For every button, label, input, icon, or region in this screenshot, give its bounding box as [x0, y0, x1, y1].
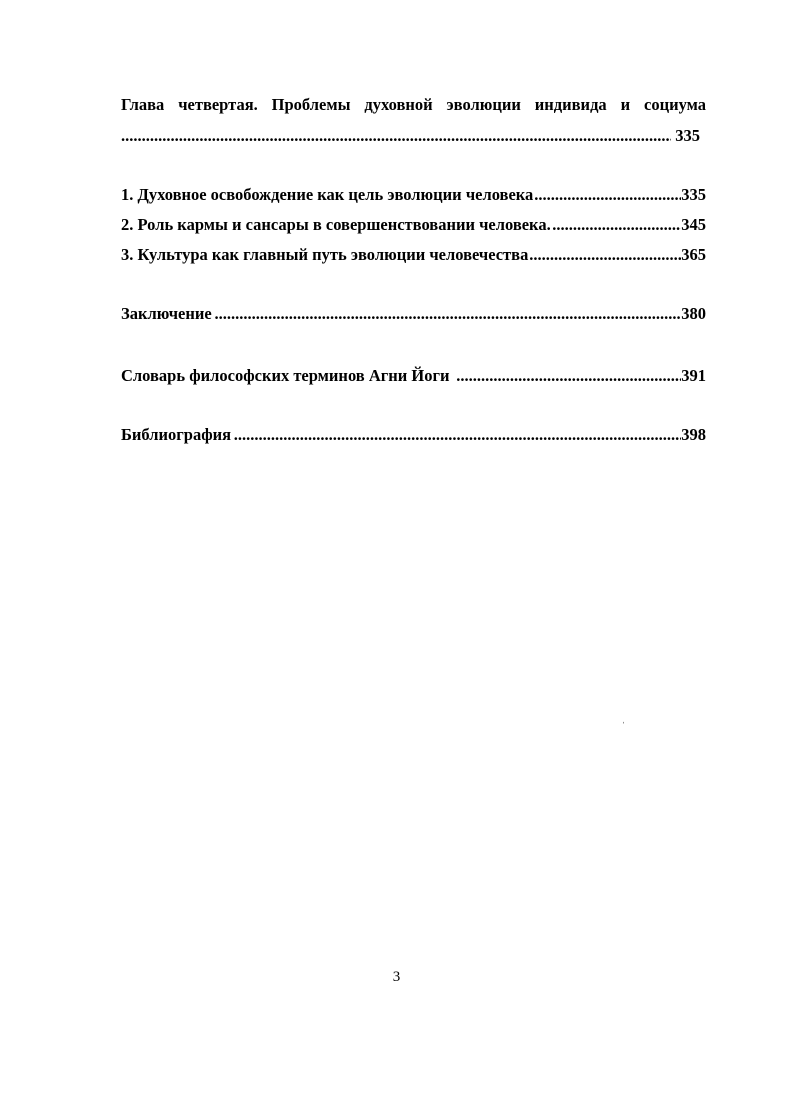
- leader-dots: [534, 185, 681, 205]
- leader-dots: [529, 245, 681, 265]
- chapter-title: Глава четвертая. Проблемы духовной эволюции индивида и социума: [121, 95, 706, 114]
- toc-entry-page-number: 391: [681, 366, 706, 385]
- toc-entry-section-1[interactable]: [121, 185, 706, 205]
- toc-entry-page-number: 365: [681, 245, 706, 264]
- toc-entry-label: Словарь философских терминов Агни Йоги: [121, 366, 450, 385]
- toc-entry-page-number: 345: [681, 215, 706, 234]
- toc-entry-label: Библиография: [121, 425, 232, 444]
- toc-entry-label: Заключение: [121, 304, 212, 323]
- leader-dots: [121, 126, 671, 146]
- toc-entry-page-number: 335: [681, 185, 706, 204]
- leader-dots: [552, 215, 681, 235]
- toc-entry-section-2[interactable]: [121, 215, 706, 235]
- toc-entry-label: 3. Культура как главный путь эволюции человечества: [121, 245, 529, 264]
- leader-dots: [456, 366, 681, 386]
- toc-entry-label: 2. Роль кармы и сансары в совершенствовании человека.: [121, 215, 551, 234]
- toc-entry-page-number: 380: [681, 304, 706, 323]
- toc-entry-bibliography[interactable]: [121, 425, 706, 445]
- leader-dots: [234, 425, 681, 445]
- toc-entry-label: 1. Духовное освобождение как цель эволюции человека: [121, 185, 534, 204]
- leader-dots: [215, 304, 682, 324]
- page-number: 3: [392, 969, 401, 985]
- scan-artifact: ˌ: [622, 713, 626, 724]
- chapter-page-number: 335: [675, 126, 700, 145]
- toc-entry-page-number: 398: [681, 425, 706, 444]
- toc-entry-conclusion[interactable]: [121, 304, 706, 324]
- toc-entry-glossary[interactable]: [121, 366, 706, 386]
- toc-entry-section-3[interactable]: [121, 245, 706, 265]
- chapter-page-line: [121, 126, 706, 146]
